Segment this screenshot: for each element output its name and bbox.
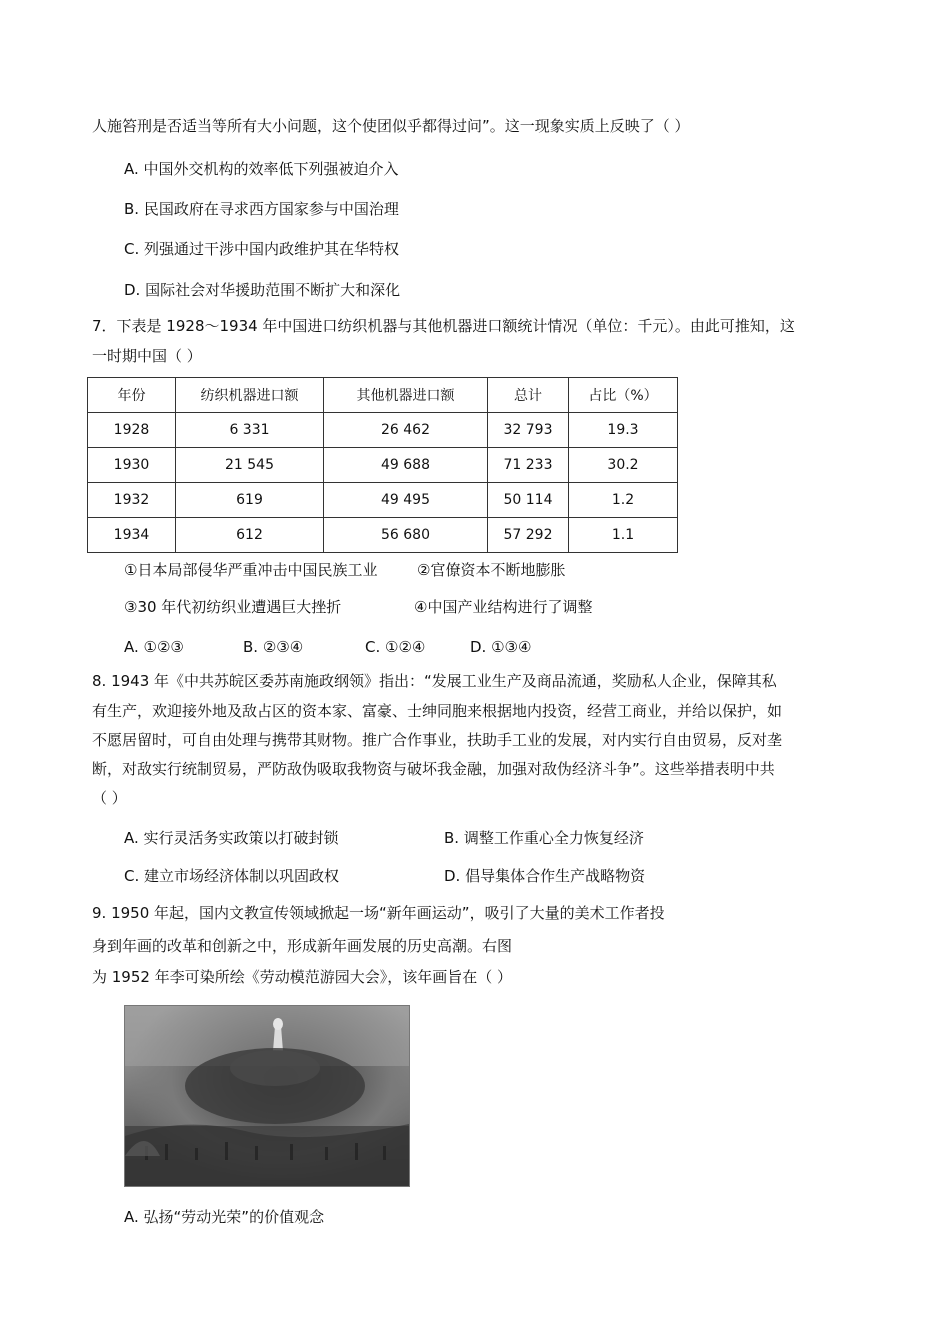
q6-option-a: A. 中国外交机构的效率低下列强被迫介入 — [124, 160, 399, 178]
table-row — [88, 483, 678, 518]
table-cell: 26 462 — [324, 413, 488, 448]
table-cell: 56 680 — [324, 518, 488, 553]
table-header-row — [88, 378, 678, 413]
q6-option-d: D. 国际社会对华援助范围不断扩大和深化 — [124, 281, 401, 299]
table-cell: 612 — [176, 518, 324, 553]
table-header: 纺织机器进口额 — [176, 378, 324, 413]
table-row — [88, 448, 678, 483]
q7-item-4: ④中国产业结构进行了调整 — [414, 598, 593, 616]
table-cell: 57 292 — [488, 518, 569, 553]
q8-option-c: C. 建立市场经济体制以巩固政权 — [124, 867, 340, 885]
table-cell: 19.3 — [569, 413, 678, 448]
q8-stem-line1: 8. 1943 年《中共苏皖区委苏南施政纲领》指出：“发展工业生产及商品流通，奖励私人企业，保障其私 — [92, 672, 777, 690]
q7-item-3: ③30 年代初纺织业遭遇巨大挫折 — [124, 598, 342, 616]
new-year-painting-image — [124, 1005, 410, 1187]
q6-stem: 人施笞刑是否适当等所有大小问题，这个使团似乎都得过问”。这一现象实质上反映了（ ） — [92, 117, 690, 135]
import-table — [87, 377, 678, 553]
table-cell: 1928 — [88, 413, 176, 448]
table-header: 年份 — [88, 378, 176, 413]
table-cell: 71 233 — [488, 448, 569, 483]
q6-option-b: B. 民国政府在寻求西方国家参与中国治理 — [124, 200, 399, 218]
q8-stem-line2: 有生产，欢迎接外地及敌占区的资本家、富豪、士绅同胞来根据地内投资，经营工商业，并给以保护，如 — [92, 702, 783, 720]
q8-stem-line3: 不愿居留时，可自由处理与携带其财物。推广合作事业，扶助手工业的发展，对内实行自由贸易，反对垄 — [92, 731, 783, 749]
table-cell: 1.1 — [569, 518, 678, 553]
q7-option-b: B. ②③④ — [243, 638, 304, 656]
q7-stem-line2: 一时期中国（ ） — [92, 347, 202, 365]
table-cell: 30.2 — [569, 448, 678, 483]
q7-option-a: A. ①②③ — [124, 638, 184, 656]
q7-option-c: C. ①②④ — [365, 638, 426, 656]
table-cell: 1.2 — [569, 483, 678, 518]
q9-stem-line1: 9. 1950 年起，国内文教宣传领域掀起一场“新年画运动”，吸引了大量的美术工作者投 — [92, 904, 665, 922]
table-cell: 6 331 — [176, 413, 324, 448]
table-cell: 21 545 — [176, 448, 324, 483]
q9-stem-line2: 身到年画的改革和创新之中，形成新年画发展的历史高潮。右图 — [92, 937, 513, 955]
q7-item-1: ①日本局部侵华严重冲击中国民族工业 — [124, 561, 378, 579]
table-cell: 1932 — [88, 483, 176, 518]
q9-stem-line3: 为 1952 年李可染所绘《劳动模范游园大会》，该年画旨在（ ） — [92, 968, 512, 986]
table-cell: 619 — [176, 483, 324, 518]
table-header: 总计 — [488, 378, 569, 413]
q7-option-d: D. ①③④ — [470, 638, 532, 656]
table-row — [88, 413, 678, 448]
q8-option-a: A. 实行灵活务实政策以打破封锁 — [124, 829, 339, 847]
q8-option-b: B. 调整工作重心全力恢复经济 — [444, 829, 644, 847]
q7-stem-line1: 7．下表是 1928～1934 年中国进口纺织机器与其他机器进口额统计情况（单位：千元）。由此可推知，这 — [92, 317, 795, 335]
table-header: 占比（%） — [569, 378, 678, 413]
table-row — [88, 518, 678, 553]
table-cell: 49 688 — [324, 448, 488, 483]
table-cell: 49 495 — [324, 483, 488, 518]
painting-scene-icon — [125, 1006, 409, 1186]
q8-option-d: D. 倡导集体合作生产战略物资 — [444, 867, 646, 885]
q8-stem-line4: 断，对敌实行统制贸易，严防敌伪吸取我物资与破坏我金融，加强对敌伪经济斗争”。这些举措表明中共 — [92, 760, 775, 778]
table-cell: 1934 — [88, 518, 176, 553]
table-cell: 32 793 — [488, 413, 569, 448]
q6-option-c: C. 列强通过干涉中国内政维护其在华特权 — [124, 240, 400, 258]
q7-item-2: ②官僚资本不断地膨胀 — [417, 561, 566, 579]
table-header: 其他机器进口额 — [324, 378, 488, 413]
table-cell: 1930 — [88, 448, 176, 483]
q8-stem-line5: （ ） — [92, 789, 127, 807]
q9-option-a: A. 弘扬“劳动光荣”的价值观念 — [124, 1208, 325, 1226]
table-cell: 50 114 — [488, 483, 569, 518]
